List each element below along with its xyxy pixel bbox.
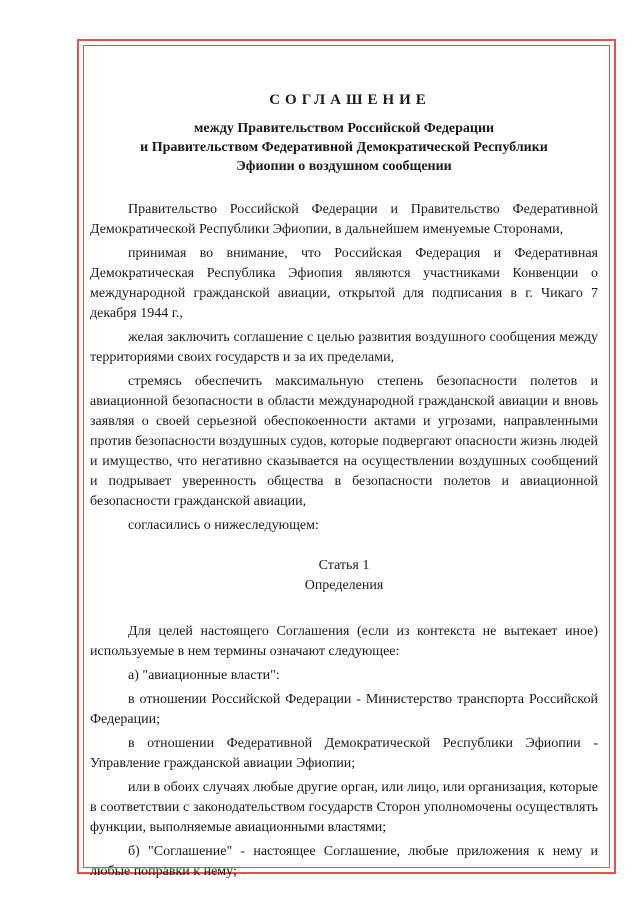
paragraph: в отношении Федеративной Демократической Республики Эфиопии - Управление гражданской авиации Эфиопии; [90, 736, 598, 771]
paragraph: желая заключить соглашение с целью развития воздушного сообщения между территориями своих государств и за их пределами, [90, 330, 598, 365]
paragraph: или в обоих случаях любые другие орган, или лицо, или организация, которые в соответствии с законодательством государств Сторон уполномочены осуществлять функции, выполняемые авиационными властями; [90, 780, 598, 835]
document-body [90, 92, 598, 886]
document-subtitle [90, 119, 598, 176]
paragraph: Правительство Российской Федерации и Правительство Федеративной Демократической Республики Эфиопии, в дальнейшем именуемые Сторонами, [90, 202, 598, 237]
paragraph: Для целей настоящего Соглашения (если из контекста не вытекает иное) используемые в нем термины означают следующее: [90, 624, 598, 659]
document-title: СОГЛАШЕНИЕ [269, 92, 431, 108]
paragraph: согласились о нижеследующем: [128, 518, 319, 533]
paragraph: принимая во внимание, что Российская Федерация и Федеративная Демократическая Республика Эфиопия являются участниками Конвенции о международной гражданской авиации, открытой для подписания в г. Чикаго 7 декабря 1944 г., [90, 246, 598, 321]
paragraph: б) "Соглашение" - настоящее Соглашение, любые приложения к нему и любые поправки к нему; [90, 844, 598, 879]
subtitle-line: Эфиопии о воздушном сообщении [236, 159, 452, 174]
article-number: Статья 1 [318, 558, 370, 573]
subtitle-line: между Правительством Российской Федерации [193, 121, 495, 136]
article-name: Определения [304, 578, 384, 593]
paragraph: стремясь обеспечить максимальную степень безопасности полетов и авиационной безопасности в области международной гражданской авиации и вновь заявляя о своей серьезной обеспокоенности актами и угрозами, направленными против безопасности воздушных судов, которые подвергают опасности жизнь людей и имущество, что негативно сказывается на осуществлении воздушных сообщений и подрывает уверенность общества в безопасности полетов и авиационной безопасности гражданской авиации, [90, 374, 598, 509]
article-heading [90, 556, 598, 596]
paragraph: в отношении Российской Федерации - Министерство транспорта Российской Федерации; [90, 692, 598, 727]
preamble [90, 200, 598, 536]
article-text [90, 622, 598, 882]
paragraph: а) "авиационные власти": [128, 668, 280, 683]
subtitle-line: и Правительством Федеративной Демократической Республики [140, 140, 548, 155]
